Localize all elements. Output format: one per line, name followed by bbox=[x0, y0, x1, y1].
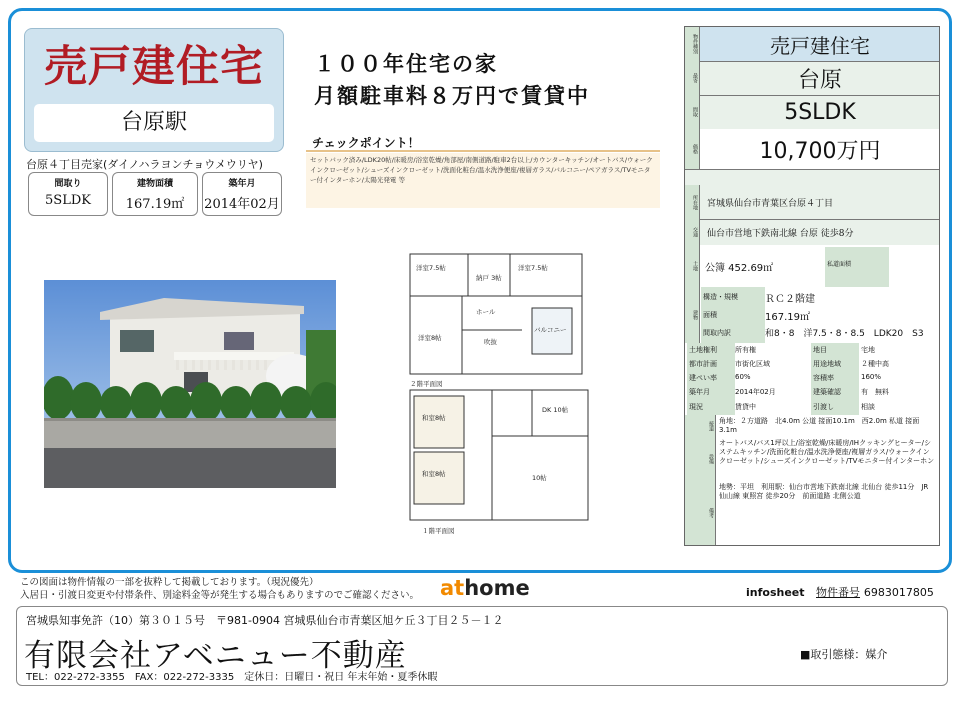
floor-plan bbox=[392, 240, 608, 540]
row-cityplan: 都市計画 市街化区域 用途地域 ２種中高 bbox=[685, 357, 939, 372]
price-value: 10,700万円 bbox=[759, 138, 881, 164]
stat-value: 167.19㎡ bbox=[125, 197, 185, 212]
land-area: 公簿 452.69㎡ bbox=[705, 263, 774, 274]
access-value: 仙台市営地下鉄南北線 台原 徒歩8分 bbox=[707, 228, 854, 239]
structure-value: ＲＣ２階建 bbox=[765, 294, 815, 305]
row-building: 建物 構造・規模 ＲＣ２階建 面積 167.19㎡ 間取内訳 和8・8 洋7.5・8・8.5 LDK20 S3 bbox=[685, 287, 939, 344]
room-label: 洋室7.5帖 bbox=[416, 264, 446, 272]
stat-label: 建物面積 bbox=[136, 179, 173, 189]
station-label: 台原駅 bbox=[34, 104, 274, 142]
row-price: 価格 10,700万円 bbox=[685, 129, 939, 170]
equipment-value: オートバス/バス1坪以上/浴室乾燥/床暖房/IHクッキングヒーター/システムキッチン/洗面化粧台/温水洗浄便座/複層ガラス/ウォークインクローゼット/シューズインクローゼット/TVモニター付インターホン bbox=[719, 439, 935, 465]
stat-label: 築年月 bbox=[228, 179, 256, 189]
land-note: 私道面積 bbox=[825, 247, 889, 307]
room-label: 吹抜 bbox=[484, 338, 497, 346]
stat-layout bbox=[28, 172, 108, 216]
page-title: 売戸建住宅 bbox=[44, 42, 264, 92]
row-current: 現況 賃貸中 引渡し 相談 bbox=[685, 399, 939, 416]
row-remarks: 備考 地勢：平坦 利用駅：仙台市営地下鉄南北線 北仙台 徒歩11分 JR仙山線 東照宮 徒歩20分 前面道路 北側公道 bbox=[685, 481, 939, 545]
row-coverage: 建ぺい率 60% 容積率 160% bbox=[685, 371, 939, 386]
row-land: 土地 公簿 452.69㎡ 私道面積 bbox=[685, 245, 939, 288]
row-address: 所在地 宮城県仙台市青葉区台原４丁目 bbox=[685, 185, 939, 220]
stat-floor-area bbox=[112, 172, 198, 216]
deal-type: ■取引態様：媒介 bbox=[800, 648, 888, 661]
room-label: 和室8帖 bbox=[422, 470, 446, 478]
floor2-label: ２階平面図 bbox=[410, 380, 443, 388]
area-value: 台原 bbox=[797, 67, 842, 93]
footer-note-line1: この図面は物件情報の一部を抜粋して掲載しております。（現況優先） bbox=[20, 577, 319, 588]
athome-logo: athome bbox=[440, 576, 530, 600]
room-label: 洋室8帖 bbox=[418, 334, 442, 342]
footer-note bbox=[20, 576, 440, 602]
contact-info: TEL：022-272-3355 FAX：022-272-3335 定休日：日曜日・祝日 年末年始・夏季休暇 bbox=[26, 672, 438, 683]
row-equipment: 設備 オートバス/バス1坪以上/浴室乾燥/床暖房/IHクッキングヒーター/システムキッチン/洗面化粧台/温水洗浄便座/複層ガラス/ウォークインクローゼット/シューズインクローゼット/TVモニター付インターホン bbox=[685, 437, 939, 482]
checkpoint-body: セットバック済み/LDK20帖/床暖房/浴室乾燥/角部屋/南側道路/駐車2台以上/カウンターキッチン/オートバス/ウォークインクローゼット/シューズインクローゼット/洗面化粧台/温水洗浄便座/複層ガラス/バルコニー/ペアガラス/TVモニター付インターホン/太陽光発電 等 bbox=[306, 153, 660, 208]
row-type bbox=[685, 27, 939, 62]
row-rights: 土地権利 所有権 地目 宅地 bbox=[685, 343, 939, 358]
room-label: 10帖 bbox=[532, 474, 547, 482]
room-label: ホール bbox=[476, 308, 496, 316]
stat-built bbox=[202, 172, 282, 216]
row-label: 物件種別 bbox=[685, 27, 700, 61]
row-access: 交通 仙台市営地下鉄南北線 台原 徒歩8分 bbox=[685, 219, 939, 246]
company-name: 有限会社アベニュー不動産 bbox=[24, 638, 407, 674]
house-photo bbox=[44, 280, 336, 488]
license-text: 宮城県知事免許（10）第３０１５号 〒981-0904 宮城県仙台市青葉区旭ケ丘３丁目２５－１２ bbox=[26, 614, 504, 627]
remarks-value: 地勢：平坦 利用駅：仙台市営地下鉄南北線 北仙台 徒歩11分 JR仙山線 東照宮 徒歩20分 前面道路 北側公道 bbox=[719, 483, 929, 500]
property-name: 台原４丁目売家(ダイノハラヨンチョウメウリヤ) bbox=[26, 158, 263, 171]
stat-value: 5SLDK bbox=[45, 193, 91, 208]
address-value: 宮城県仙台市青葉区台原４丁目 bbox=[707, 198, 834, 209]
stat-value: 2014年02月 bbox=[204, 197, 280, 212]
row-layout: 間取 5SLDK bbox=[685, 95, 939, 130]
room-label: バルコニー bbox=[534, 326, 567, 334]
property-number: 6983017805 bbox=[863, 586, 934, 599]
row-built: 築年月 2014年02月 建築確認 有 無料 bbox=[685, 385, 939, 400]
layout-value: 5SLDK bbox=[784, 99, 856, 125]
stat-label: 間取り bbox=[54, 179, 82, 189]
footer-note-line2: 入居日・引渡日変更や付帯条件、別途料金等が発生する場合もありますのでご確認ください。 bbox=[20, 590, 420, 601]
checkpoint-title: チェックポイント！ bbox=[312, 136, 420, 150]
row-area: 最寄 台原 bbox=[685, 61, 939, 96]
info-table bbox=[684, 26, 940, 546]
checkpoint-divider bbox=[306, 150, 660, 152]
headline-2: 月額駐車料８万円で賃貸中 bbox=[314, 84, 590, 108]
floor1-label: １階平面図 bbox=[422, 527, 455, 535]
infosheet-label: infosheet 物件番号 6983017805 bbox=[746, 586, 934, 599]
road-value: 角地：２方道路 北4.0m 公道 接面10.1m 西2.0m 私道 接面3.1m bbox=[719, 417, 920, 434]
room-label: DK 10帖 bbox=[542, 406, 569, 414]
floor-area-value: 167.19㎡ bbox=[765, 312, 810, 323]
room-label: 洋室7.5帖 bbox=[518, 264, 548, 272]
type-value: 売戸建住宅 bbox=[770, 33, 870, 58]
room-label: 和室8帖 bbox=[422, 414, 446, 422]
room-label: 納戸 3帖 bbox=[476, 274, 502, 282]
room-detail-value: 和8・8 洋7.5・8・8.5 LDK20 S3 bbox=[765, 329, 924, 339]
headline-1: １００年住宅の家 bbox=[314, 52, 498, 76]
row-road: 接道 角地：２方道路 北4.0m 公道 接面10.1m 西2.0m 私道 接面3.1m bbox=[685, 415, 939, 438]
